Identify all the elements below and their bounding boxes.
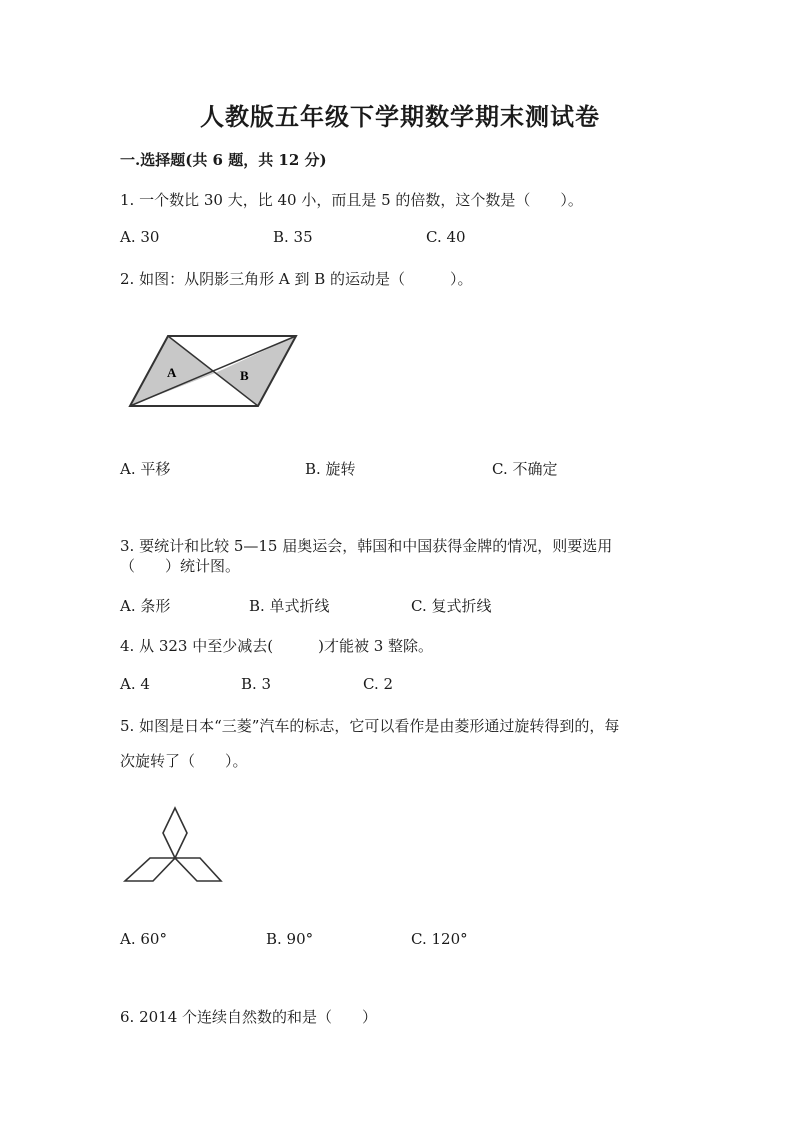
- question-3-option-a[interactable]: A. 条形: [120, 597, 171, 615]
- question-2-text: 2. 如图：从阴影三角形 A 到 B 的运动是（ ）。: [120, 270, 473, 288]
- parallelogram-figure: [120, 328, 310, 418]
- question-3-option-b[interactable]: B. 单式折线: [249, 597, 330, 615]
- question-3-text-line2: （ ）统计图。: [120, 557, 241, 575]
- question-1-option-a[interactable]: A. 30: [120, 228, 160, 246]
- question-4-option-a[interactable]: A. 4: [120, 675, 150, 693]
- mitsubishi-logo-figure: [125, 808, 225, 884]
- rhombus-left: [125, 858, 175, 881]
- question-5-option-c[interactable]: C. 120°: [411, 930, 468, 948]
- question-2-option-b[interactable]: B. 旋转: [305, 460, 356, 478]
- question-6-text: 6. 2014 个连续自然数的和是（ ）: [120, 1008, 378, 1026]
- question-1-option-b[interactable]: B. 35: [273, 228, 313, 246]
- question-1-option-c[interactable]: C. 40: [426, 228, 466, 246]
- question-2-option-c[interactable]: C. 不确定: [492, 460, 558, 478]
- question-4-option-b[interactable]: B. 3: [241, 675, 272, 693]
- question-5-option-b[interactable]: B. 90°: [266, 930, 314, 948]
- rhombus-top: [163, 808, 187, 858]
- triangle-b-shaded: [215, 336, 296, 406]
- question-5-option-a[interactable]: A. 60°: [120, 930, 167, 948]
- question-4-option-c[interactable]: C. 2: [363, 675, 394, 693]
- question-5-text-line1: 5. 如图是日本“三菱”汽车的标志，它可以看作是由菱形通过旋转得到的，每: [120, 717, 620, 735]
- question-4-text: 4. 从 323 中至少减去( )才能被 3 整除。: [120, 637, 434, 655]
- label-a: A: [167, 365, 177, 380]
- question-2-option-a[interactable]: A. 平移: [120, 460, 171, 478]
- label-b: B: [240, 368, 249, 383]
- question-3-text-line1: 3. 要统计和比较 5—15 届奥运会，韩国和中国获得金牌的情况，则要选用: [120, 537, 613, 555]
- section-heading: 一.选择题(共 6 题，共 12 分): [120, 151, 327, 169]
- question-3-option-c[interactable]: C. 复式折线: [411, 597, 492, 615]
- rhombus-right: [175, 858, 221, 881]
- question-1-text: 1. 一个数比 30 大，比 40 小，而且是 5 的倍数，这个数是（ ）。: [120, 191, 583, 209]
- question-5-text-line2: 次旋转了（ ）。: [120, 752, 248, 770]
- page-title: 人教版五年级下学期数学期末测试卷: [200, 102, 600, 131]
